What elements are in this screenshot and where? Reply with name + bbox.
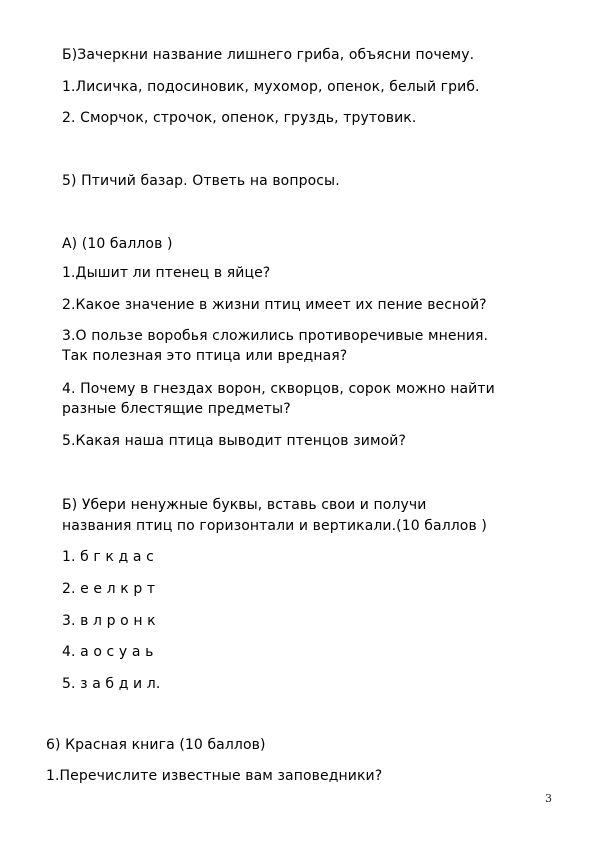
birds-question-4-line-2: разные блестящие предметы?: [62, 401, 291, 417]
birds-part-b-heading-line-2: названия птиц по горизонтали и вертикали.(10 баллов ): [62, 518, 487, 534]
birds-question-3-line-2: Так полезная это птица или вредная?: [62, 348, 348, 364]
birds-question-5: 5.Какая наша птица выводит птенцов зимой?: [62, 433, 406, 449]
page-number: 3: [545, 792, 552, 805]
letter-row-5: 5. з а б д и л.: [62, 676, 161, 692]
birds-part-b-heading-line-1: Б) Убери ненужные буквы, вставь свои и получи: [62, 497, 427, 513]
red-book-heading: 6) Красная книга (10 баллов): [46, 737, 266, 753]
letter-row-4: 4. а о с у а ь: [62, 644, 154, 660]
mushrooms-item-1: 1.Лисичка, подосиновик, мухомор, опенок, белый гриб.: [62, 79, 480, 95]
letter-row-3: 3. в л р о н к: [62, 613, 156, 629]
letter-row-1: 1. б г к д а с: [62, 549, 154, 565]
birds-part-a-heading: А) (10 баллов ): [62, 236, 173, 252]
mushrooms-heading: Б)Зачеркни название лишнего гриба, объясни почему.: [62, 47, 475, 63]
birds-heading: 5) Птичий базар. Ответь на вопросы.: [62, 173, 340, 189]
birds-question-2: 2.Какое значение в жизни птиц имеет их пение весной?: [62, 297, 487, 313]
red-book-question: 1.Перечислите известные вам заповедники?: [46, 768, 383, 784]
letter-row-2: 2. е е л к р т: [62, 581, 156, 597]
birds-question-4-line-1: 4. Почему в гнездах ворон, скворцов, сорок можно найти: [62, 381, 495, 397]
birds-question-1: 1.Дышит ли птенец в яйце?: [62, 265, 271, 281]
mushrooms-item-2: 2. Сморчок, строчок, опенок, груздь, трутовик.: [62, 110, 417, 126]
birds-question-3-line-1: 3.О пользе воробья сложились противоречивые мнения.: [62, 328, 489, 344]
